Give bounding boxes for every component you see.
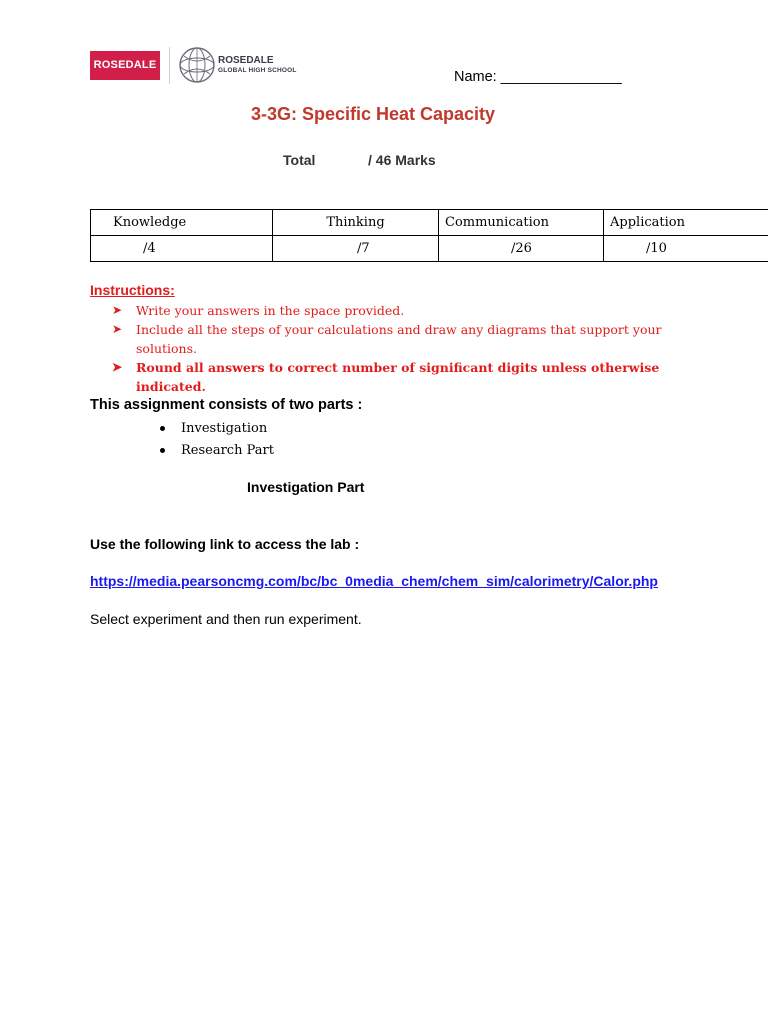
list-item bbox=[112, 301, 692, 320]
total-value: / 46 Marks bbox=[368, 152, 436, 168]
header-thinking: Thinking bbox=[273, 210, 439, 236]
investigation-heading: Investigation Part bbox=[247, 479, 365, 495]
instruction-text: Round all answers to correct number of significant digits unless otherwise indicated. bbox=[136, 360, 660, 394]
header-knowledge: Knowledge bbox=[91, 210, 273, 236]
school-subtitle: GLOBAL HIGH SCHOOL bbox=[218, 67, 297, 74]
marks-table bbox=[90, 209, 768, 262]
link-intro: Use the following link to access the lab : bbox=[90, 536, 360, 552]
list-item bbox=[158, 418, 274, 440]
header-communication: Communication bbox=[439, 210, 604, 236]
lab-link[interactable]: https://media.pearsoncmg.com/bc/bc_0media_chem/chem_sim/calorimetry/Calor.php bbox=[90, 573, 658, 589]
arrow-bullet-icon: ➤ bbox=[112, 303, 123, 317]
arrow-bullet-icon: ➤ bbox=[112, 360, 123, 374]
list-item bbox=[112, 358, 692, 396]
instruction-text: Include all the steps of your calculations and draw any diagrams that support your solutions. bbox=[136, 322, 662, 356]
header-application: Application bbox=[604, 210, 768, 236]
select-instruction: Select experiment and then run experiment. bbox=[90, 611, 362, 627]
school-name: ROSEDALE bbox=[218, 55, 274, 66]
logo-divider bbox=[169, 47, 170, 84]
name-field: Name: _______________ bbox=[454, 69, 622, 85]
value-application: /10 bbox=[604, 236, 768, 262]
parts-list bbox=[158, 418, 274, 462]
list-item bbox=[112, 320, 692, 358]
globe-logo-icon bbox=[178, 46, 216, 84]
parts-heading: This assignment consists of two parts : bbox=[90, 397, 363, 413]
page-title: 3-3G: Specific Heat Capacity bbox=[250, 104, 496, 124]
value-knowledge: /4 bbox=[91, 236, 273, 262]
value-communication: /26 bbox=[439, 236, 604, 262]
instruction-text: Write your answers in the space provided. bbox=[136, 303, 405, 318]
instructions-list bbox=[112, 301, 692, 396]
marks-value-row bbox=[91, 236, 768, 262]
marks-header-row bbox=[91, 210, 768, 236]
part-text: Research Part bbox=[181, 443, 274, 458]
total-label: Total bbox=[283, 152, 316, 168]
list-item bbox=[158, 440, 274, 462]
bullet-icon bbox=[160, 426, 165, 431]
rosedale-logo: ROSEDALE bbox=[90, 51, 160, 80]
part-text: Investigation bbox=[181, 421, 268, 436]
value-thinking: /7 bbox=[273, 236, 439, 262]
instructions-heading: Instructions: bbox=[90, 282, 175, 298]
arrow-bullet-icon: ➤ bbox=[112, 322, 123, 336]
bullet-icon bbox=[160, 448, 165, 453]
